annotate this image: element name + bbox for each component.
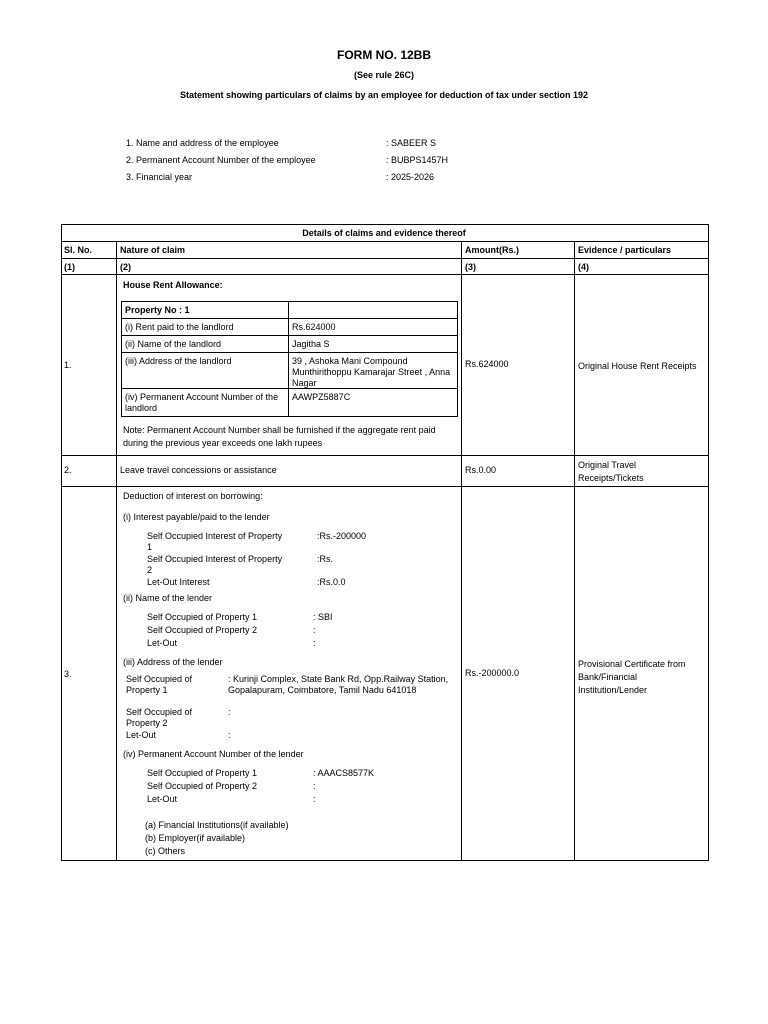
- col-subheader-4: (4): [578, 262, 589, 272]
- row2-nature: Leave travel concessions or assistance: [120, 465, 277, 475]
- row2-evidence: Original Travel Receipts/Tickets: [578, 460, 644, 483]
- row1-sl: 1.: [64, 360, 72, 370]
- col-subheader-2: (2): [120, 262, 131, 272]
- col-header-evidence: Evidence / particulars: [578, 245, 672, 255]
- interest-label-1: Self Occupied Interest of Property 1: [147, 531, 283, 552]
- landlord-address-value: 39 , Ashoka Mani Compound Munthirithoppu Kamarajar Street , Anna Nagar: [292, 356, 451, 388]
- employee-pan-value: : BUBPS1457H: [386, 155, 449, 165]
- interest-label-2: Self Occupied Interest of Property 2: [147, 554, 283, 575]
- lender-name-heading: (ii) Name of the lender: [123, 593, 213, 603]
- employee-name-value: : SABEER S: [386, 138, 437, 148]
- lender-pan-heading: (iv) Permanent Account Number of the lender: [123, 749, 304, 759]
- hra-note: Note: Permanent Account Number shall be furnished if the aggregate rent paid during the previous year exceeds one lakh rupees: [123, 425, 436, 448]
- lender-name-value-3: :: [313, 638, 316, 648]
- lender-name-value-2: :: [313, 625, 316, 635]
- lender-address-value-2: :: [228, 707, 231, 717]
- interest-value-2: :Rs.: [317, 554, 334, 564]
- lender-pan-label-1: Self Occupied of Property 1: [147, 768, 258, 778]
- employee-name-label: 1. Name and address of the employee: [126, 138, 279, 148]
- landlord-name-label: (ii) Name of the landlord: [125, 339, 222, 349]
- rent-label: (i) Rent paid to the landlord: [125, 322, 234, 332]
- lender-name-label-3: Let-Out: [147, 638, 178, 648]
- lender-address-label-1: Self Occupied of Property 1: [126, 674, 193, 695]
- col-subheader-1: (1): [64, 262, 75, 272]
- lender-address-label-3: Let-Out: [126, 730, 157, 740]
- lender-pan-label-2: Self Occupied of Property 2: [147, 781, 258, 791]
- hra-heading: House Rent Allowance:: [123, 280, 223, 290]
- financial-year-value: : 2025-2026: [386, 172, 435, 182]
- lender-option-c: (c) Others: [145, 846, 186, 856]
- property-title: Property No : 1: [125, 305, 190, 315]
- lender-pan-value-1: : AAACS8577K: [313, 768, 375, 778]
- interest-heading: Deduction of interest on borrowing:: [123, 491, 263, 501]
- lender-pan-value-2: :: [313, 781, 316, 791]
- landlord-pan-label: (iv) Permanent Account Number of the landlord: [125, 392, 279, 413]
- lender-address-label-2: Self Occupied of Property 2: [126, 707, 193, 728]
- row3-amount: Rs.-200000.0: [465, 668, 520, 678]
- lender-option-b: (b) Employer(if available): [145, 833, 246, 843]
- interest-payable-heading: (i) Interest payable/paid to the lender: [123, 512, 270, 522]
- form-statement: Statement showing particulars of claims by an employee for deduction of tax under section 192: [179, 90, 589, 100]
- col-header-sl: Sl. No.: [64, 245, 93, 255]
- col-header-amount: Amount(Rs.): [465, 245, 519, 255]
- employee-pan-label: 2. Permanent Account Number of the employee: [126, 155, 316, 165]
- row2-amount: Rs.0.00: [465, 465, 497, 475]
- landlord-pan-value: AAWPZ5887C: [292, 392, 351, 402]
- interest-value-3: :Rs.0.0: [317, 577, 346, 587]
- row3-sl: 3.: [64, 669, 72, 679]
- row3-evidence: Provisional Certificate from Bank/Financial Institution/Lender: [578, 659, 686, 695]
- interest-value-1: :Rs.-200000: [317, 531, 367, 541]
- lender-name-label-1: Self Occupied of Property 1: [147, 612, 258, 622]
- lender-pan-label-3: Let-Out: [147, 794, 178, 804]
- lender-name-label-2: Self Occupied of Property 2: [147, 625, 258, 635]
- financial-year-label: 3. Financial year: [126, 172, 193, 182]
- lender-pan-value-3: :: [313, 794, 316, 804]
- landlord-address-label: (iii) Address of the landlord: [125, 356, 232, 366]
- row2-sl: 2.: [64, 465, 72, 475]
- row1-evidence: Original House Rent Receipts: [578, 361, 697, 371]
- landlord-name-value: Jagitha S: [292, 339, 330, 349]
- col-header-nature: Nature of claim: [120, 245, 186, 255]
- interest-label-3: Let-Out Interest: [147, 577, 210, 587]
- form-title: FORM NO. 12BB: [336, 48, 431, 62]
- col-subheader-3: (3): [465, 262, 476, 272]
- lender-address-heading: (iii) Address of the lender: [123, 657, 223, 667]
- rent-value: Rs.624000: [292, 322, 336, 332]
- lender-address-value-3: :: [228, 730, 231, 740]
- lender-option-a: (a) Financial Institutions(if available): [145, 820, 289, 830]
- table-title: Details of claims and evidence thereof: [302, 228, 466, 238]
- lender-name-value-1: : SBI: [313, 612, 333, 622]
- lender-address-value-1: : Kurinji Complex, State Bank Rd, Opp.Railway Station, Gopalapuram, Coimbatore, Tamil Nadu 641018: [228, 674, 449, 695]
- row1-amount: Rs.624000: [465, 359, 509, 369]
- form-rule: (See rule 26C): [353, 70, 415, 80]
